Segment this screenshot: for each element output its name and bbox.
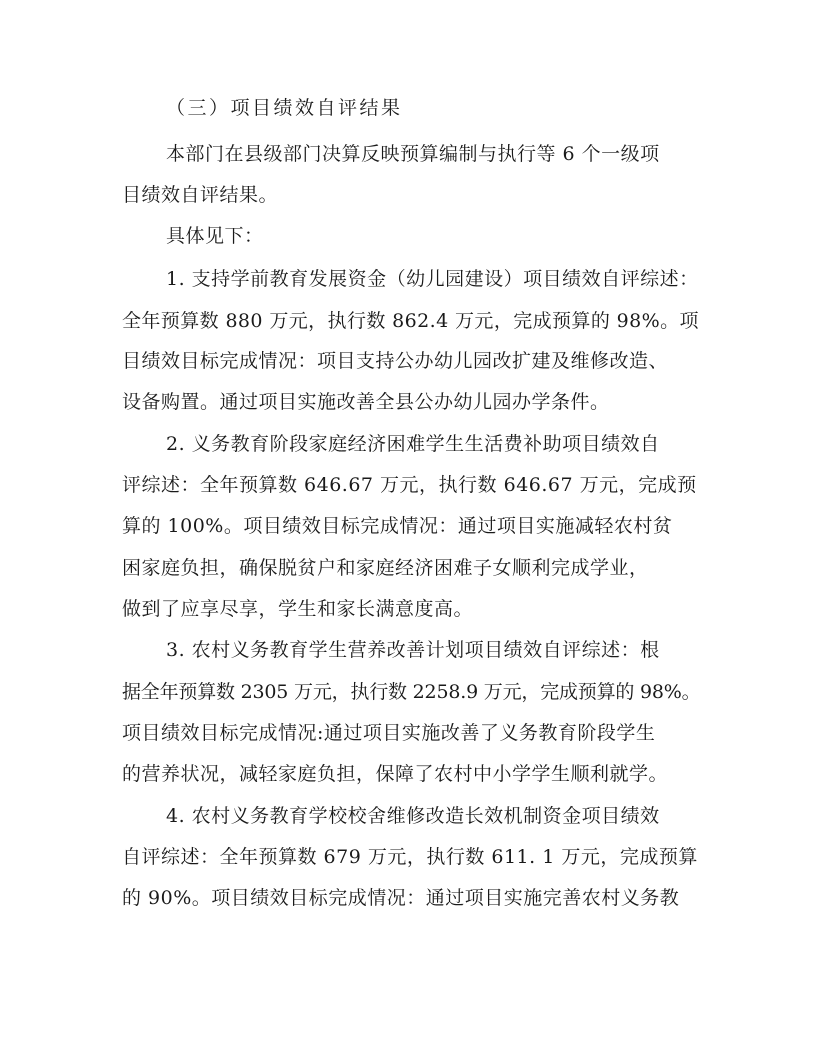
item-2-line: 困家庭负担，确保脱贫户和家庭经济困难子女顺利完成学业， (122, 557, 649, 579)
item-1-line: 目绩效目标完成情况：项目支持公办幼儿园改扩建及维修改造、 (122, 350, 669, 372)
item-2-line: 2. 义务教育阶段家庭经济困难学生生活费补助项目绩效自 (166, 433, 660, 455)
item-3-line: 据全年预算数 2305 万元，执行数 2258.9 万元，完成预算的 98%。 (122, 681, 701, 703)
item-2-line: 算的 100%。项目绩效目标完成情况：通过项目实施减轻农村贫 (122, 515, 673, 537)
item-1-line: 全年预算数 880 万元，执行数 862.4 万元，完成预算的 98%。项 (122, 310, 699, 332)
item-3-line: 的营养状况，减轻家庭负担，保障了农村中小学学生顺利就学。 (122, 763, 669, 785)
item-3-line: 3. 农村义务教育学生营养改善计划项目绩效自评综述：根 (166, 639, 660, 661)
item-2-line: 评综述：全年预算数 646.67 万元，执行数 646.67 万元，完成预 (122, 474, 697, 496)
section-heading: （三）项目绩效自评结果 (166, 97, 403, 119)
intro-line: 目绩效自评结果。 (122, 184, 279, 206)
item-4-line: 4. 农村义务教育学校校舍维修改造长效机制资金项目绩效 (166, 805, 660, 827)
item-3-line: 项目绩效目标完成情况:通过项目实施改善了义务教育阶段学生 (122, 722, 656, 744)
intro-line: 本部门在县级部门决算反映预算编制与执行等 6 个一级项 (166, 143, 660, 165)
item-1-line: 设备购置。通过项目实施改善全县公办幼儿园办学条件。 (122, 391, 610, 413)
item-2-line: 做到了应享尽享，学生和家长满意度高。 (122, 598, 474, 620)
item-4-line: 自评综述：全年预算数 679 万元，执行数 611. 1 万元，完成预算 (122, 846, 698, 868)
intro-line: 具体见下： (166, 225, 264, 247)
item-1-line: 1. 支持学前教育发展资金（幼儿园建设）项目绩效自评综述： (166, 268, 699, 290)
item-4-line: 的 90%。项目绩效目标完成情况：通过项目实施完善农村义务教 (122, 887, 680, 909)
